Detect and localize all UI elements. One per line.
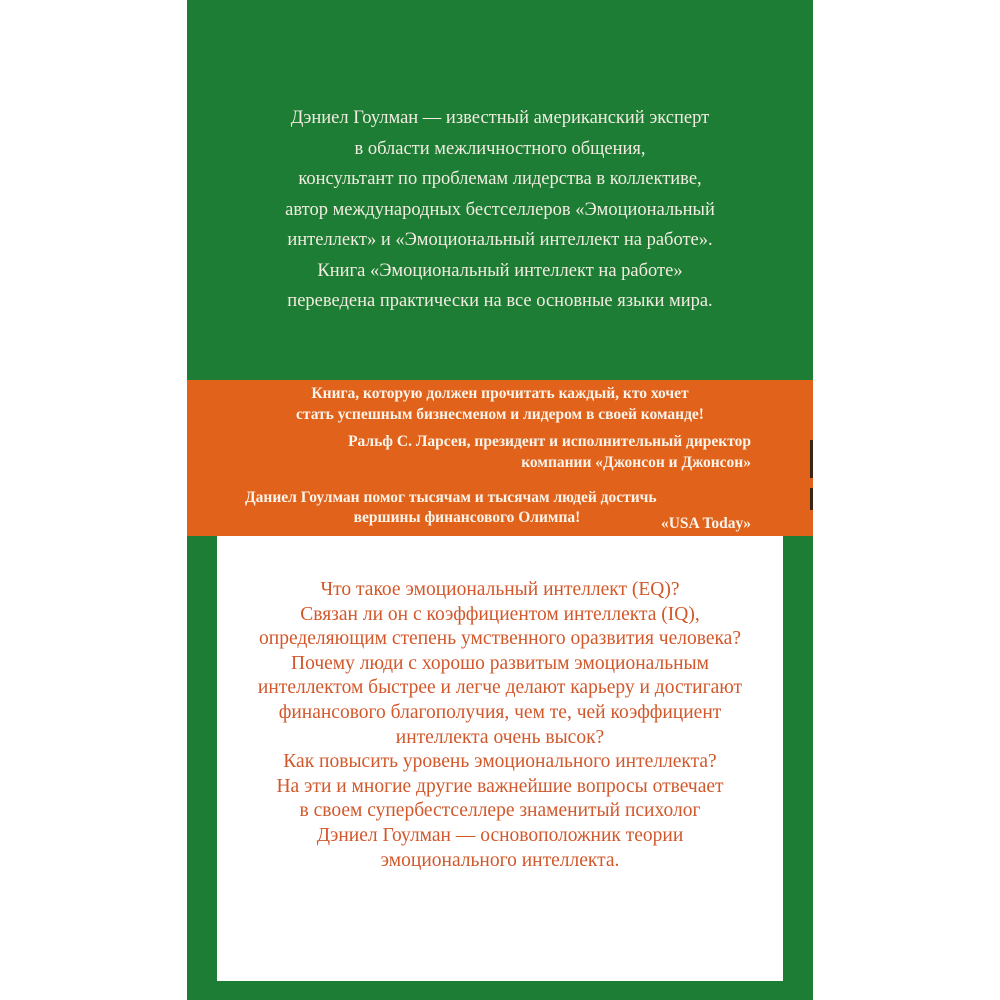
questions-panel [217, 536, 783, 981]
quote-attribution: «USA Today» [660, 515, 751, 532]
question-line: в своем супербестселлере знаменитый психолог [299, 800, 701, 822]
author-bio-line: интеллект» и «Эмоциональный интеллект на работе». [287, 230, 713, 250]
question-line: финансового благополучия, чем те, чей коэффициент [278, 701, 722, 723]
quote-text: стать успешным бизнесменом и лидером в своей команде! [296, 406, 704, 423]
quote-text: Книга, которую должен прочитать каждый, кто хочет [311, 385, 689, 402]
quote-attribution: Ральф С. Ларсен, президент и исполнительный директор [348, 433, 751, 450]
question-line: Дэниел Гоулман — основоположник теории [316, 824, 684, 846]
spine-edge-mark [810, 440, 813, 478]
question-line: Связан ли он с коэффициентом интеллекта (IQ), [300, 603, 700, 625]
author-bio-line: в области межличностного общения, [354, 138, 646, 159]
question-line: эмоционального интеллекта. [380, 849, 620, 871]
book-back-cover [187, 0, 813, 1000]
spine-edge-mark [810, 488, 813, 510]
author-bio-line: консультант по проблемам лидерства в коллективе, [298, 169, 702, 189]
question-line: На эти и многие другие важнейшие вопросы отвечает [276, 775, 724, 797]
author-bio [187, 103, 813, 317]
question-line: определяющим степень умственного оразвития человека? [259, 628, 741, 650]
question-line: Почему люди с хорошо развитым эмоциональным [291, 652, 709, 674]
author-bio-line: Книга «Эмоциональный интеллект на работе» [317, 260, 683, 281]
quote-attribution: компании «Джонсон и Джонсон» [521, 454, 751, 471]
praise-quotes-band [187, 380, 813, 536]
quote-text: вершины финансового Олимпа! [353, 509, 581, 526]
questions-text [217, 578, 783, 873]
question-line: Как повысить уровень эмоционального интеллекта? [283, 751, 717, 773]
author-bio-line: автор международных бестселлеров «Эмоциональный [285, 199, 715, 220]
question-line: интеллектом быстрее и легче делают карьеру и достигают [257, 677, 743, 699]
question-line: интеллекта очень высок? [395, 726, 605, 748]
question-line: Что такое эмоциональный интеллект (EQ)? [320, 579, 680, 600]
quote-text: Даниел Гоулман помог тысячам и тысячам людей достичь [245, 489, 657, 506]
author-bio-line: Дэниел Гоулман — известный американский эксперт [290, 108, 710, 128]
author-bio-line: переведена практически на все основные языки мира. [287, 291, 713, 311]
